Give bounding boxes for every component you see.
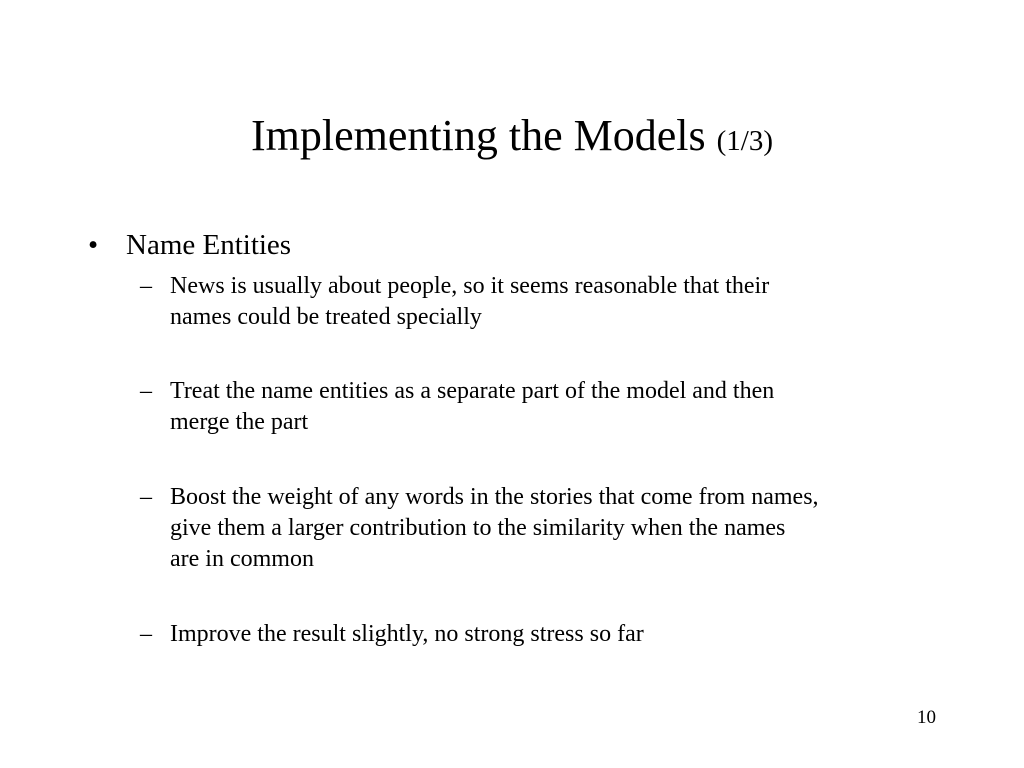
sub-bullet-line: are in common (170, 546, 314, 572)
slide-title (0, 108, 1024, 169)
sub-bullet-text (170, 376, 950, 438)
bullet-marker: • (88, 229, 99, 261)
sub-bullet-line: News is usually about people, so it seems reasonable that their (170, 273, 770, 299)
slide-title-main: Implementing the Models (251, 111, 706, 160)
sub-bullet-line: give them a larger contribution to the similarity when the names (170, 515, 786, 541)
sub-bullet-line: merge the part (170, 409, 309, 435)
bullet-text: Name Entities (126, 229, 292, 261)
sub-bullet-text (170, 482, 950, 575)
sub-bullet-line: Treat the name entities as a separate part of the model and then (170, 378, 775, 404)
page-number: 10 (917, 707, 936, 728)
slide-title-suffix: (1/3) (716, 125, 773, 157)
sub-bullet-text (170, 271, 950, 333)
sub-bullet-marker: – (140, 273, 152, 299)
sub-bullet-line: Improve the result slightly, no strong stress so far (170, 621, 644, 647)
sub-bullet-line: names could be treated specially (170, 304, 482, 330)
sub-bullet-marker: – (140, 378, 152, 404)
sub-bullet-line: Boost the weight of any words in the stories that come from names, (170, 484, 819, 510)
sub-bullet-text (170, 619, 950, 650)
sub-bullet-marker: – (140, 484, 152, 510)
sub-bullet-marker: – (140, 621, 152, 647)
